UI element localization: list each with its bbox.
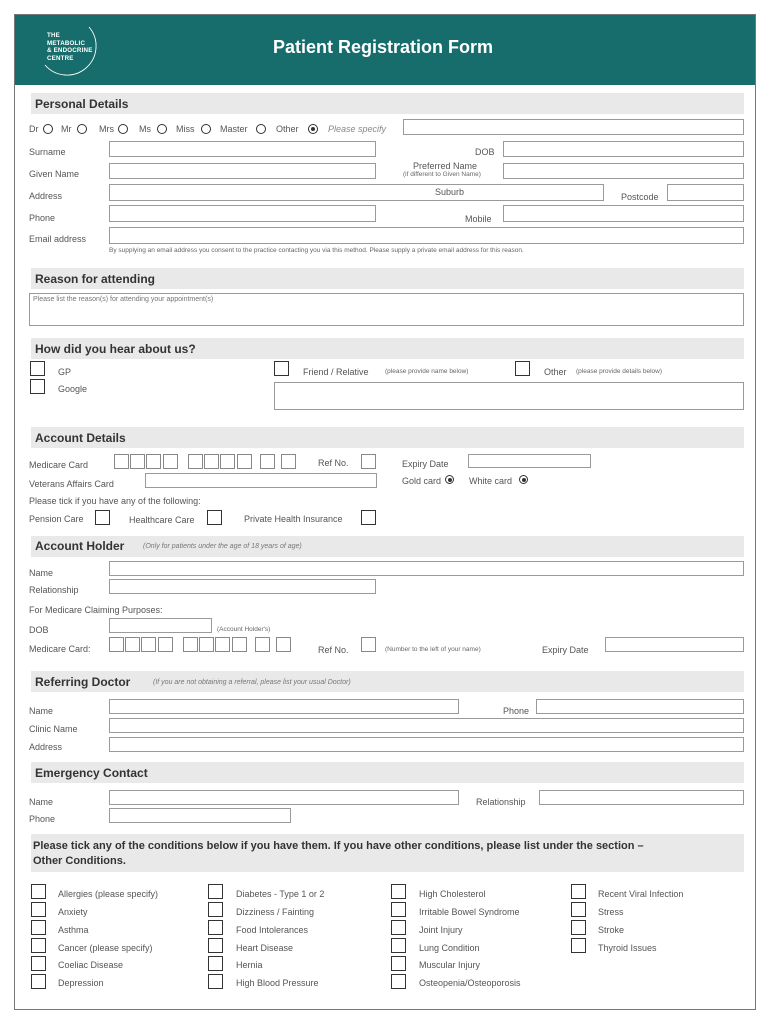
please-specify-label: Please specify bbox=[328, 124, 387, 134]
condition-label: Thyroid Issues bbox=[598, 943, 657, 953]
title-ms-radio[interactable] bbox=[157, 124, 167, 134]
holder-medicare-digit[interactable] bbox=[215, 637, 230, 652]
condition-label: Recent Viral Infection bbox=[598, 889, 684, 899]
condition-label: Muscular Injury bbox=[419, 960, 481, 970]
holder-medicare-digit[interactable] bbox=[183, 637, 198, 652]
doctor-heading: Referring Doctor bbox=[35, 675, 131, 689]
title-mrs-label: Mrs bbox=[99, 124, 114, 134]
registration-form-page bbox=[14, 14, 756, 1010]
gold-card-label: Gold card bbox=[402, 476, 442, 486]
reason-heading: Reason for attending bbox=[35, 272, 156, 286]
condition-label: Heart Disease bbox=[236, 943, 294, 953]
logo-line-2: METABOLIC bbox=[47, 39, 86, 47]
title-miss-radio[interactable] bbox=[201, 124, 211, 134]
gp-checkbox[interactable] bbox=[30, 361, 45, 376]
medicare-digit[interactable] bbox=[204, 454, 219, 469]
medicare-label: Medicare Card bbox=[29, 460, 89, 470]
condition-checkbox[interactable] bbox=[31, 974, 46, 989]
title-mr-label: Mr bbox=[61, 124, 72, 134]
ref-no-box[interactable] bbox=[361, 454, 376, 469]
account-band bbox=[31, 427, 744, 448]
medicare-digit[interactable] bbox=[130, 454, 145, 469]
other-source-checkbox[interactable] bbox=[515, 361, 530, 376]
title-other-specify-field[interactable] bbox=[403, 119, 744, 135]
medicare-digit[interactable] bbox=[188, 454, 203, 469]
condition-label: Joint Injury bbox=[419, 925, 463, 935]
dva-field[interactable] bbox=[145, 473, 377, 488]
friend-note: (please provide name below) bbox=[385, 368, 469, 375]
holder-medicare-digit[interactable] bbox=[141, 637, 156, 652]
surname-field[interactable] bbox=[109, 141, 376, 157]
holder-medicare-digit[interactable] bbox=[109, 637, 124, 652]
medicare-digit[interactable] bbox=[146, 454, 161, 469]
dva-label: Veterans Affairs Card bbox=[29, 479, 114, 489]
phone-label: Phone bbox=[29, 213, 56, 223]
condition-checkbox[interactable] bbox=[208, 938, 223, 953]
condition-checkbox[interactable] bbox=[571, 884, 586, 899]
account-heading: Account Details bbox=[35, 431, 126, 445]
given-name-label: Given Name bbox=[29, 169, 80, 179]
condition-label: Food Intolerances bbox=[236, 925, 309, 935]
holder-dob-note: (Account Holder's) bbox=[217, 626, 271, 633]
preferred-name-field[interactable] bbox=[503, 163, 744, 179]
doctor-band bbox=[31, 671, 744, 692]
condition-checkbox[interactable] bbox=[391, 956, 406, 971]
condition-checkbox[interactable] bbox=[391, 902, 406, 917]
condition-checkbox[interactable] bbox=[208, 974, 223, 989]
medicare-digit[interactable] bbox=[281, 454, 296, 469]
condition-label: Depression bbox=[58, 978, 104, 988]
pension-label: Pension Care bbox=[29, 514, 84, 524]
condition-label: Hernia bbox=[236, 960, 263, 970]
holder-medicare-label: Medicare Card: bbox=[29, 644, 91, 654]
suburb-label: Suburb bbox=[435, 187, 465, 197]
holder-heading: Account Holder bbox=[35, 539, 125, 553]
medicare-digit[interactable] bbox=[114, 454, 129, 469]
expiry-label: Expiry Date bbox=[402, 459, 449, 469]
email-label: Email address bbox=[29, 234, 87, 244]
logo-line-4: CENTRE bbox=[47, 54, 74, 62]
hear-heading: How did you hear about us? bbox=[35, 342, 196, 356]
holder-dob-field[interactable] bbox=[109, 618, 212, 633]
given-name-field[interactable] bbox=[109, 163, 376, 179]
holder-ref-no-label: Ref No. bbox=[318, 645, 349, 655]
condition-label: Dizziness / Fainting bbox=[236, 907, 315, 917]
holder-dob-label: DOB bbox=[29, 625, 49, 635]
google-checkbox[interactable] bbox=[30, 379, 45, 394]
title-miss-label: Miss bbox=[176, 124, 195, 134]
logo-line-1: THE bbox=[47, 32, 60, 39]
condition-label: Stress bbox=[598, 907, 624, 917]
condition-checkbox[interactable] bbox=[31, 884, 46, 899]
postcode-label: Postcode bbox=[621, 192, 659, 202]
title-dr-label: Dr bbox=[29, 124, 39, 134]
holder-ref-note: (Number to the left of your name) bbox=[385, 646, 481, 653]
clinic-name-field[interactable] bbox=[109, 718, 744, 733]
dob-label: DOB bbox=[475, 147, 495, 157]
condition-label: Anxiety bbox=[58, 907, 88, 917]
holder-expiry-label: Expiry Date bbox=[542, 645, 589, 655]
condition-checkbox[interactable] bbox=[391, 974, 406, 989]
doctor-note: (If you are not obtaining a referral, please list your usual Doctor) bbox=[153, 679, 351, 686]
emergency-phone-field[interactable] bbox=[109, 808, 291, 823]
emergency-phone-label: Phone bbox=[29, 814, 56, 824]
friend-label: Friend / Relative bbox=[303, 367, 369, 377]
mobile-field[interactable] bbox=[503, 205, 744, 222]
holder-name-label: Name bbox=[29, 568, 54, 578]
reason-field[interactable] bbox=[29, 293, 744, 326]
emergency-relationship-field[interactable] bbox=[539, 790, 744, 805]
condition-checkbox[interactable] bbox=[31, 938, 46, 953]
personal-details-heading: Personal Details bbox=[35, 97, 129, 111]
tick-any-label: Please tick if you have any of the following: bbox=[29, 496, 201, 506]
holder-medicare-digit[interactable] bbox=[199, 637, 214, 652]
condition-checkbox[interactable] bbox=[391, 920, 406, 935]
conditions-instruction-line-1: Please tick any of the conditions below if you have them. If you have other conditions, please list under the section – bbox=[33, 840, 644, 852]
expiry-field[interactable] bbox=[468, 454, 591, 468]
condition-checkbox[interactable] bbox=[31, 902, 46, 917]
holder-note: (Only for patients under the age of 18 years of age) bbox=[143, 543, 302, 550]
private-health-label: Private Health Insurance bbox=[244, 514, 343, 524]
holder-ref-no-box[interactable] bbox=[361, 637, 376, 652]
preferred-name-label: Preferred Name bbox=[413, 161, 478, 171]
condition-checkbox[interactable] bbox=[571, 902, 586, 917]
holder-medicare-digit[interactable] bbox=[125, 637, 140, 652]
pension-checkbox[interactable] bbox=[95, 510, 110, 525]
doctor-address-field[interactable] bbox=[109, 737, 744, 752]
condition-checkbox[interactable] bbox=[31, 956, 46, 971]
holder-medicare-digit[interactable] bbox=[158, 637, 173, 652]
surname-label: Surname bbox=[29, 147, 66, 157]
emergency-name-label: Name bbox=[29, 797, 54, 807]
holder-medicare-digit[interactable] bbox=[232, 637, 247, 652]
postcode-field[interactable] bbox=[667, 184, 744, 201]
doctor-phone-label: Phone bbox=[503, 706, 530, 716]
form-header bbox=[15, 15, 755, 85]
personal-details-band bbox=[31, 93, 744, 114]
holder-name-field[interactable] bbox=[109, 561, 744, 576]
doctor-address-label: Address bbox=[29, 742, 63, 752]
condition-label: Lung Condition bbox=[419, 943, 480, 953]
white-card-radio[interactable] bbox=[519, 475, 528, 484]
condition-label: Stroke bbox=[598, 925, 625, 935]
doctor-name-field[interactable] bbox=[109, 699, 459, 714]
address-field[interactable] bbox=[109, 184, 604, 201]
medicare-digit[interactable] bbox=[163, 454, 178, 469]
condition-checkbox[interactable] bbox=[31, 920, 46, 935]
gold-card-radio[interactable] bbox=[445, 475, 454, 484]
private-health-checkbox[interactable] bbox=[361, 510, 376, 525]
dob-field[interactable] bbox=[503, 141, 744, 157]
condition-checkbox[interactable] bbox=[391, 938, 406, 953]
other-source-label: Other bbox=[544, 367, 567, 377]
condition-checkbox[interactable] bbox=[571, 938, 586, 953]
condition-checkbox[interactable] bbox=[571, 920, 586, 935]
condition-label: Coeliac Disease bbox=[58, 960, 124, 970]
condition-checkbox[interactable] bbox=[208, 920, 223, 935]
other-source-note: (please provide details below) bbox=[576, 368, 662, 375]
emergency-name-field[interactable] bbox=[109, 790, 459, 805]
title-master-label: Master bbox=[220, 124, 248, 134]
condition-label: Irritable Bowel Syndrome bbox=[419, 907, 520, 917]
medicare-claiming-label: For Medicare Claiming Purposes: bbox=[29, 605, 163, 615]
title-other-radio[interactable] bbox=[308, 124, 318, 134]
condition-checkbox[interactable] bbox=[208, 956, 223, 971]
title-dr-radio[interactable] bbox=[43, 124, 53, 134]
condition-checkbox[interactable] bbox=[391, 884, 406, 899]
title-mr-radio[interactable] bbox=[77, 124, 87, 134]
holder-medicare-digit[interactable] bbox=[255, 637, 270, 652]
clinic-name-label: Clinic Name bbox=[29, 724, 78, 734]
healthcare-label: Healthcare Care bbox=[129, 515, 195, 525]
medicare-digit[interactable] bbox=[260, 454, 275, 469]
holder-medicare-digit[interactable] bbox=[276, 637, 291, 652]
condition-label: Diabetes - Type 1 or 2 bbox=[236, 889, 325, 899]
condition-checkbox[interactable] bbox=[208, 902, 223, 917]
condition-label: Asthma bbox=[58, 925, 89, 935]
holder-band bbox=[31, 536, 744, 557]
conditions-instruction-line-2: Other Conditions. bbox=[33, 855, 126, 867]
holder-relationship-label: Relationship bbox=[29, 585, 79, 595]
form-title: Patient Registration Form bbox=[273, 37, 494, 57]
title-mrs-radio[interactable] bbox=[118, 124, 128, 134]
title-ms-label: Ms bbox=[139, 124, 151, 134]
condition-label: Osteopenia/Osteoporosis bbox=[419, 978, 521, 988]
condition-label: Cancer (please specify) bbox=[58, 943, 153, 953]
white-card-label: White card bbox=[469, 476, 513, 486]
centre-logo bbox=[37, 23, 117, 79]
friend-checkbox[interactable] bbox=[274, 361, 289, 376]
address-label: Address bbox=[29, 191, 63, 201]
email-consent-note: By supplying an email address you consent to the practice contacting you via this method. Please supply a private email address for this reason. bbox=[109, 247, 524, 254]
doctor-phone-field[interactable] bbox=[536, 699, 744, 714]
healthcare-checkbox[interactable] bbox=[207, 510, 222, 525]
mobile-label: Mobile bbox=[465, 214, 492, 224]
preferred-name-note: (if different to Given Name) bbox=[403, 171, 481, 178]
title-master-radio[interactable] bbox=[256, 124, 266, 134]
gp-label: GP bbox=[58, 367, 72, 377]
holder-relationship-field[interactable] bbox=[109, 579, 376, 594]
title-other-label: Other bbox=[276, 124, 299, 134]
condition-label: High Blood Pressure bbox=[236, 978, 319, 988]
holder-expiry-field[interactable] bbox=[605, 637, 744, 652]
medicare-digit[interactable] bbox=[220, 454, 235, 469]
emergency-relationship-label: Relationship bbox=[476, 797, 526, 807]
source-details-field[interactable] bbox=[274, 382, 744, 410]
emergency-heading: Emergency Contact bbox=[35, 766, 148, 780]
condition-checkbox[interactable] bbox=[208, 884, 223, 899]
google-label: Google bbox=[58, 384, 88, 394]
logo-line-3: & ENDOCRINE bbox=[47, 47, 93, 54]
medicare-digit[interactable] bbox=[237, 454, 252, 469]
condition-label: High Cholesterol bbox=[419, 889, 486, 899]
condition-label: Allergies (please specify) bbox=[58, 889, 159, 899]
ref-no-label: Ref No. bbox=[318, 458, 349, 468]
doctor-name-label: Name bbox=[29, 706, 54, 716]
email-field[interactable] bbox=[109, 227, 744, 244]
phone-field[interactable] bbox=[109, 205, 376, 222]
